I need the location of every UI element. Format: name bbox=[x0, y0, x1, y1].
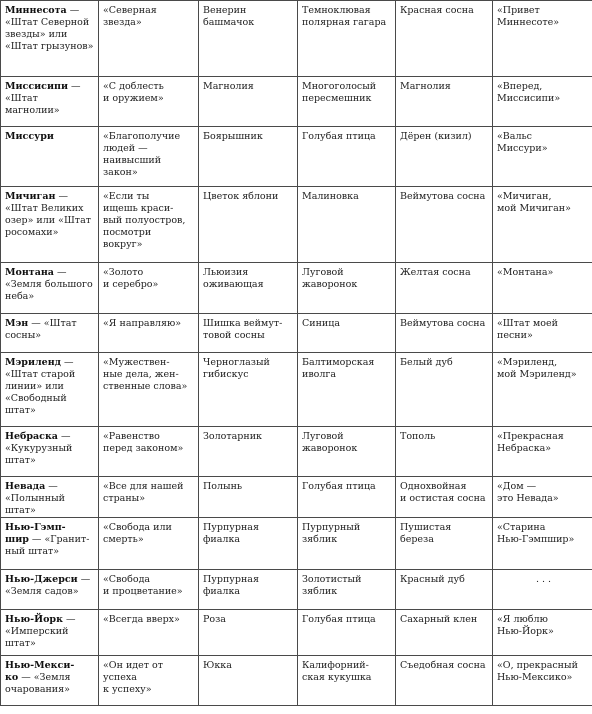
state-nickname: — «Полынный штат» bbox=[5, 481, 65, 516]
motto-cell: «Благополучие людей — наивысший закон» bbox=[99, 127, 199, 187]
tree-cell: Тополь bbox=[396, 427, 493, 477]
flower-cell: Венерин башмачок bbox=[199, 1, 298, 77]
table-row bbox=[1, 518, 592, 570]
state-cell bbox=[1, 127, 99, 187]
state-cell bbox=[1, 263, 99, 314]
motto-cell: «С доблесть и оружием» bbox=[99, 77, 199, 127]
flower-cell: Пурпурная фиалка bbox=[199, 518, 298, 570]
state-nickname: — «Кукурузный штат» bbox=[5, 431, 73, 466]
song-cell: «Привет Миннесоте» bbox=[493, 1, 592, 77]
song-cell: «Мэриленд, мой Мэриленд» bbox=[493, 353, 592, 427]
state-cell bbox=[1, 187, 99, 263]
bird-cell: Голубая птица bbox=[298, 610, 396, 656]
state-cell bbox=[1, 1, 99, 77]
motto-cell: «Свобода или смерть» bbox=[99, 518, 199, 570]
table-row bbox=[1, 353, 592, 427]
state-nickname: — «Штат старой линии» или «Свободный штат» bbox=[5, 357, 76, 416]
state-cell bbox=[1, 477, 99, 518]
state-nickname: — «Имперский штат» bbox=[5, 614, 76, 649]
song-cell: . . . bbox=[493, 570, 592, 610]
tree-cell: Желтая сосна bbox=[396, 263, 493, 314]
table-row bbox=[1, 127, 592, 187]
tree-cell: Красный дуб bbox=[396, 570, 493, 610]
state-nickname: — «Штат сосны» bbox=[5, 318, 77, 341]
bird-cell: Пурпурный зяблик bbox=[298, 518, 396, 570]
table-row bbox=[1, 314, 592, 353]
state-cell bbox=[1, 353, 99, 427]
bird-cell: Луговой жаворонок bbox=[298, 427, 396, 477]
state-name: Мичиган bbox=[5, 191, 56, 202]
state-cell bbox=[1, 427, 99, 477]
motto-cell: «Свобода и процветание» bbox=[99, 570, 199, 610]
state-cell bbox=[1, 570, 99, 610]
table-row bbox=[1, 477, 592, 518]
motto-cell: «Северная звезда» bbox=[99, 1, 199, 77]
bird-cell: Калифорний- ская кукушка bbox=[298, 656, 396, 706]
tree-cell: Съедобная сосна bbox=[396, 656, 493, 706]
table-row bbox=[1, 427, 592, 477]
state-name: Нью-Гэмп- шир bbox=[5, 522, 66, 545]
table-row bbox=[1, 1, 592, 77]
state-cell bbox=[1, 656, 99, 706]
song-cell: «О, прекрасный Нью-Мексико» bbox=[493, 656, 592, 706]
flower-cell: Черноглазый гибискус bbox=[199, 353, 298, 427]
bird-cell: Темноклювая полярная гагара bbox=[298, 1, 396, 77]
state-nickname: — «Земля большого неба» bbox=[5, 267, 93, 302]
flower-cell: Шишка веймут- товой сосны bbox=[199, 314, 298, 353]
tree-cell: Красная сосна bbox=[396, 1, 493, 77]
tree-cell: Магнолия bbox=[396, 77, 493, 127]
state-name: Нью-Йорк bbox=[5, 614, 63, 625]
song-cell: «Я люблю Нью-Йорк» bbox=[493, 610, 592, 656]
tree-cell: Белый дуб bbox=[396, 353, 493, 427]
song-cell: «Штат моей песни» bbox=[493, 314, 592, 353]
state-name: Миннесота bbox=[5, 5, 67, 16]
table-row bbox=[1, 656, 592, 706]
table-row bbox=[1, 570, 592, 610]
state-nickname: — «Штат Северной звезды» или «Штат грызунов» bbox=[5, 5, 94, 52]
flower-cell: Цветок яблони bbox=[199, 187, 298, 263]
state-cell bbox=[1, 518, 99, 570]
state-cell bbox=[1, 77, 99, 127]
state-name: Нью-Мекси- ко bbox=[5, 660, 75, 683]
song-cell: «Вальс Миссури» bbox=[493, 127, 592, 187]
tree-cell: Веймутова сосна bbox=[396, 314, 493, 353]
bird-cell: Малиновка bbox=[298, 187, 396, 263]
table-row bbox=[1, 187, 592, 263]
song-cell: «Вперед, Миссисипи» bbox=[493, 77, 592, 127]
state-name: Мэриленд bbox=[5, 357, 62, 368]
motto-cell: «Равенство перед законом» bbox=[99, 427, 199, 477]
song-cell: «Монтана» bbox=[493, 263, 592, 314]
bird-cell: Балтиморская иволга bbox=[298, 353, 396, 427]
song-cell: «Прекрасная Небраска» bbox=[493, 427, 592, 477]
tree-cell: Пушистая береза bbox=[396, 518, 493, 570]
motto-cell: «Мужествен- ные дела, жен- ственные слова» bbox=[99, 353, 199, 427]
state-name: Миссисипи bbox=[5, 81, 69, 92]
state-nickname: — «Гранит- ный штат» bbox=[5, 534, 90, 557]
state-name: Невада bbox=[5, 481, 46, 492]
tree-cell: Однохвойная и остистая сосна bbox=[396, 477, 493, 518]
flower-cell: Юкка bbox=[199, 656, 298, 706]
song-cell: «Дом — это Невада» bbox=[493, 477, 592, 518]
tree-cell: Дёрен (кизил) bbox=[396, 127, 493, 187]
flower-cell: Льюизия оживающая bbox=[199, 263, 298, 314]
tree-cell: Сахарный клен bbox=[396, 610, 493, 656]
motto-cell: «Я направляю» bbox=[99, 314, 199, 353]
motto-cell: «Если ты ищешь краси- вый полуостров, посмотри вокруг» bbox=[99, 187, 199, 263]
flower-cell: Магнолия bbox=[199, 77, 298, 127]
bird-cell: Голубая птица bbox=[298, 127, 396, 187]
table-row bbox=[1, 77, 592, 127]
state-name: Монтана bbox=[5, 267, 54, 278]
bird-cell: Синица bbox=[298, 314, 396, 353]
flower-cell: Пурпурная фиалка bbox=[199, 570, 298, 610]
flower-cell: Полынь bbox=[199, 477, 298, 518]
tree-cell: Веймутова сосна bbox=[396, 187, 493, 263]
flower-cell: Золотарник bbox=[199, 427, 298, 477]
flower-cell: Роза bbox=[199, 610, 298, 656]
bird-cell: Луговой жаворонок bbox=[298, 263, 396, 314]
motto-cell: «Всегда вверх» bbox=[99, 610, 199, 656]
state-nickname: — «Земля садов» bbox=[5, 574, 91, 597]
table-row bbox=[1, 263, 592, 314]
bird-cell: Золотистый зяблик bbox=[298, 570, 396, 610]
state-nickname: — «Штат Великих озер» или «Штат росомахи» bbox=[5, 191, 91, 238]
motto-cell: «Все для нашей страны» bbox=[99, 477, 199, 518]
state-name: Небраска bbox=[5, 431, 58, 442]
state-name: Нью-Джерси bbox=[5, 574, 78, 585]
bird-cell: Голубая птица bbox=[298, 477, 396, 518]
state-cell bbox=[1, 610, 99, 656]
motto-cell: «Он идет от успеха к успеху» bbox=[99, 656, 199, 706]
song-cell: «Мичиган, мой Мичиган» bbox=[493, 187, 592, 263]
state-name: Мэн bbox=[5, 318, 29, 329]
state-nickname: — «Штат магнолии» bbox=[5, 81, 81, 116]
bird-cell: Многоголосый пересмешник bbox=[298, 77, 396, 127]
state-nickname: — «Земля очарования» bbox=[5, 672, 71, 695]
song-cell: «Старина Нью-Гэмпшир» bbox=[493, 518, 592, 570]
state-name: Миссури bbox=[5, 131, 54, 142]
flower-cell: Боярышник bbox=[199, 127, 298, 187]
table-row bbox=[1, 610, 592, 656]
motto-cell: «Золото и серебро» bbox=[99, 263, 199, 314]
state-cell bbox=[1, 314, 99, 353]
